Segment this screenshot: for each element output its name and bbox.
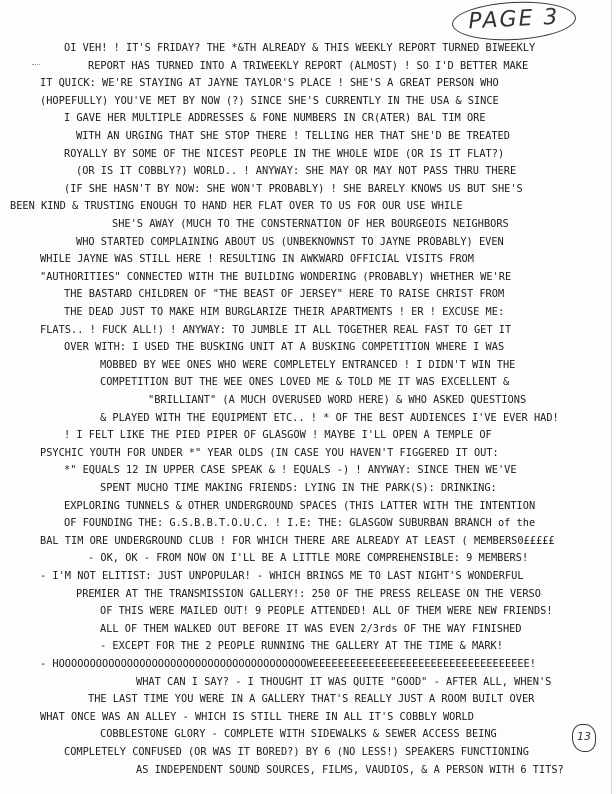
text-line: ALL OF THEM WALKED OUT BEFORE IT WAS EVEN 2/3rds OF THE WAY FINISHED <box>100 622 522 635</box>
text-line: THE LAST TIME YOU WERE IN A GALLERY THAT'S REALLY JUST A ROOM BUILT OVER <box>88 693 535 706</box>
corner-mark-text: 13 <box>577 730 591 743</box>
text-line: BEEN KIND & TRUSTING ENOUGH TO HAND HER FLAT OVER TO US FOR OUR USE WHILE <box>10 200 463 213</box>
text-line: (HOPEFULLY) YOU'VE MET BY NOW (?) SINCE SHE'S CURRENTLY IN THE USA & SINCE <box>40 94 499 107</box>
text-line: WHAT ONCE WAS AN ALLEY - WHICH IS STILL THERE IN ALL IT'S COBBLY WORLD <box>40 710 474 723</box>
text-line: THE BASTARD CHILDREN OF "THE BEAST OF JERSEY" HERE TO RAISE CHRIST FROM <box>64 288 505 301</box>
text-line: COBBLESTONE GLORY - COMPLETE WITH SIDEWALKS & SEWER ACCESS BEING <box>100 728 497 741</box>
text-line: PREMIER AT THE TRANSMISSION GALLERY!: 250 OF THE PRESS RELEASE ON THE VERSO <box>76 587 541 600</box>
text-line: FLATS.. ! FUCK ALL!) ! ANYWAY: TO JUMBLE IT ALL TOGETHER REAL FAST TO GET IT <box>40 323 512 336</box>
text-line: COMPLETELY CONFUSED (OR WAS IT BORED?) BY 6 (NO LESS!) SPEAKERS FUNCTIONING <box>64 746 529 758</box>
text-line: (OR IS IT COBBLY?) WORLD.. ! ANYWAY: SHE MAY OR MAY NOT PASS THRU THERE <box>76 165 517 178</box>
text-line: SPENT MUCHO TIME MAKING FRIENDS: LYING IN THE PARK(S): DRINKING: <box>100 482 497 494</box>
text-line: COMPETITION BUT THE WEE ONES LOVED ME & TOLD ME IT WAS EXCELLENT & <box>100 376 510 389</box>
text-line: IT QUICK: WE'RE STAYING AT JAYNE TAYLOR'S PLACE ! SHE'S A GREAT PERSON WHO <box>40 77 499 90</box>
text-line: ROYALLY BY SOME OF THE NICEST PEOPLE IN THE WHOLE WIDE (OR IS IT FLAT?) <box>64 147 505 160</box>
page-number-badge <box>451 0 577 43</box>
text-line: OF THIS WERE MAILED OUT! 9 PEOPLE ATTENDED! ALL OF THEM WERE NEW FRIENDS! <box>100 605 553 618</box>
text-line: - HOOOOOOOOOOOOOOOOOOOOOOOOOOOOOOOOOOOOOOOOWEEEEEEEEEEEEEEEEEEEEEEEEEEEEEEEEEEE! <box>40 658 536 670</box>
text-line: OVER WITH: I USED THE BUSKING UNIT AT A BUSKING COMPETITION WHERE I WAS <box>64 341 505 354</box>
page-number-label: PAGE 3 <box>467 4 561 35</box>
text-line: - EXCEPT FOR THE 2 PEOPLE RUNNING THE GALLERY AT THE TIME & MARK! <box>100 640 503 653</box>
text-line: I GAVE HER MULTIPLE ADDRESSES & FONE NUMBERS IN CR(ATER) BAL TIM ORE <box>64 112 486 125</box>
margin-speck <box>32 64 40 68</box>
text-line: "BRILLIANT" (A MUCH OVERUSED WORD HERE) & WHO ASKED QUESTIONS <box>148 394 527 406</box>
text-line: "AUTHORITIES" CONNECTED WITH THE BUILDING WONDERING (PROBABLY) WHETHER WE'RE <box>40 270 512 283</box>
text-line: EXPLORING TUNNELS & OTHER UNDERGROUND SPACES (THIS LATTER WITH THE INTENTION <box>64 499 536 512</box>
text-line: ! I FELT LIKE THE PIED PIPER OF GLASGOW ! MAYBE I'LL OPEN A TEMPLE OF <box>64 429 492 442</box>
text-line: OI VEH! ! IT'S FRIDAY? THE *&TH ALREADY & THIS WEEKLY REPORT TURNED BIWEEKLY <box>64 42 536 54</box>
text-line: REPORT HAS TURNED INTO A TRIWEEKLY REPORT (ALMOST) ! SO I'D BETTER MAKE <box>88 59 529 72</box>
text-line: *" EQUALS 12 IN UPPER CASE SPEAK & ! EQUALS -) ! ANYWAY: SINCE THEN WE'VE <box>64 464 517 477</box>
text-line: & PLAYED WITH THE EQUIPMENT ETC.. ! * OF THE BEST AUDIENCES I'VE EVER HAD! <box>100 411 559 424</box>
text-line: SHE'S AWAY (MUCH TO THE CONSTERNATION OF HER BOURGEOIS NEIGHBORS <box>112 218 509 230</box>
text-line: WHO STARTED COMPLAINING ABOUT US (UNBEKNOWNST TO JAYNE PROBABLY) EVEN <box>76 235 504 248</box>
text-line: - I'M NOT ELITIST: JUST UNPOPULAR! - WHICH BRINGS ME TO LAST NIGHT'S WONDERFUL <box>40 570 524 582</box>
text-line: (IF SHE HASN'T BY NOW: SHE WON'T PROBABLY) ! SHE BARELY KNOWS US BUT SHE'S <box>64 182 523 195</box>
text-line: WHAT CAN I SAY? - I THOUGHT IT WAS QUITE "GOOD" - AFTER ALL, WHEN'S <box>136 675 552 688</box>
text-line: MOBBED BY WEE ONES WHO WERE COMPLETELY ENTRANCED ! I DIDN'T WIN THE <box>100 358 516 371</box>
text-line: AS INDEPENDENT SOUND SOURCES, FILMS, VAUDIOS, & A PERSON WITH 6 TITS? <box>136 763 564 776</box>
text-line: - OK, OK - FROM NOW ON I'LL BE A LITTLE MORE COMPREHENSIBLE: 9 MEMBERS! <box>88 552 529 565</box>
text-line: OF FOUNDING THE: G.S.B.B.T.O.U.C. ! I.E: THE: GLASGOW SUBURBAN BRANCH of the <box>64 517 536 530</box>
text-line: WHILE JAYNE WAS STILL HERE ! RESULTING IN AWKWARD OFFICIAL VISITS FROM <box>40 253 474 266</box>
text-line: WITH AN URGING THAT SHE STOP THERE ! TELLING HER THAT SHE'D BE TREATED <box>76 130 510 142</box>
text-line: PSYCHIC YOUTH FOR UNDER *" YEAR OLDS (IN CASE YOU HAVEN'T FIGGERED IT OUT: <box>40 446 499 459</box>
page-edge-rule <box>611 0 612 794</box>
text-line: BAL TIM ORE UNDERGROUND CLUB ! FOR WHICH THERE ARE ALREADY AT LEAST ( MEMBERS0£££££ <box>40 534 555 547</box>
handwritten-corner-mark <box>572 724 596 752</box>
text-line: THE DEAD JUST TO MAKE HIM BURGLARIZE THEIR APARTMENTS ! ER ! EXCUSE ME: <box>64 306 505 318</box>
